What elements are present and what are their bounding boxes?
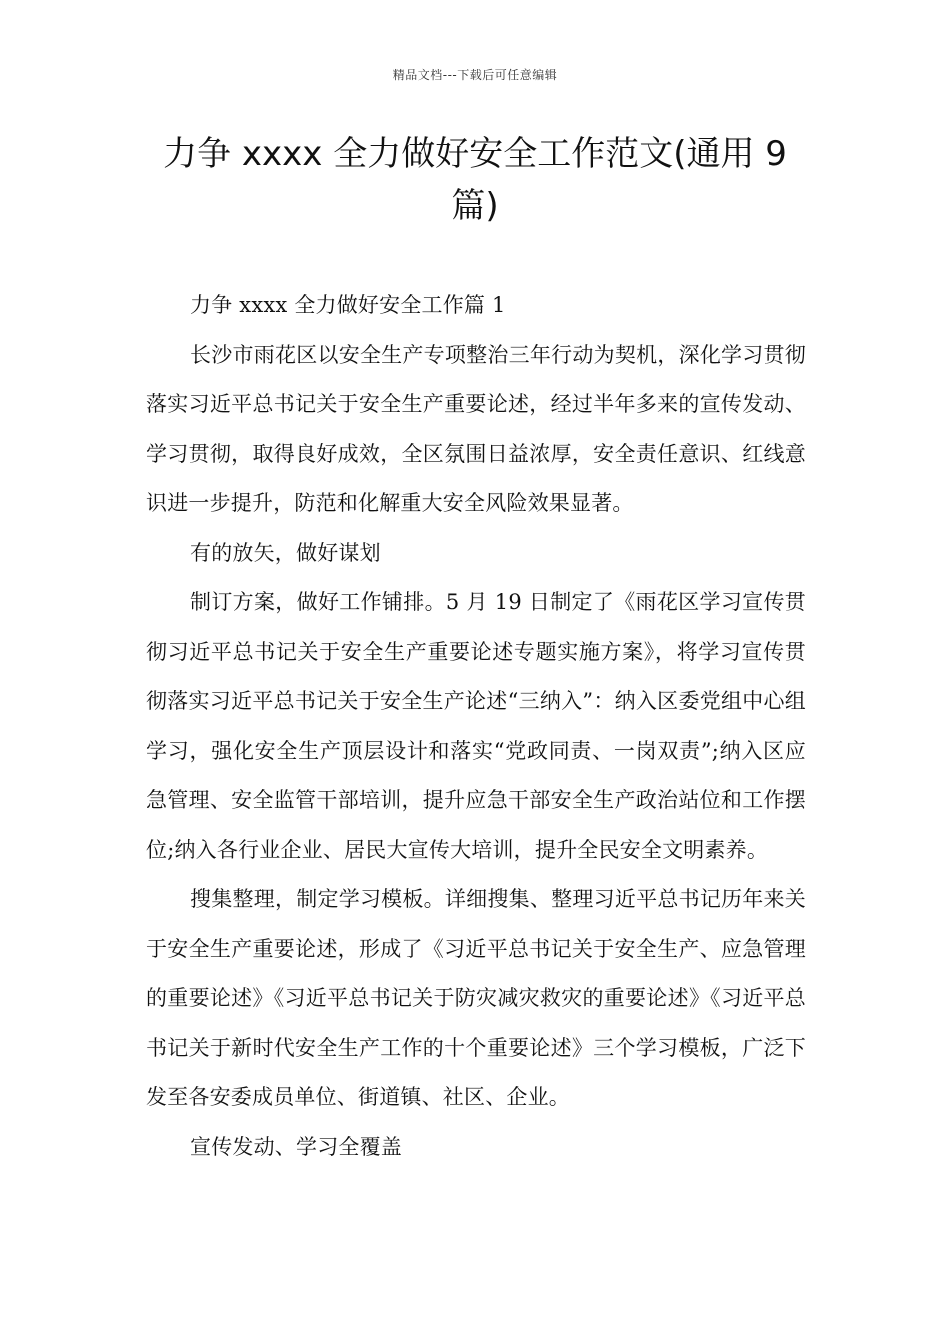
section-heading: 力争 xxxx 全力做好安全工作篇 1 [190, 293, 506, 317]
paragraph: 制订方案，做好工作铺排。5 月 19 日制定了《雨花区学习宣传贯彻习近平总书记关于安全生产重要论述专题实施方案》，将学习宣传贯彻落实习近平总书记关于安全生产论述“三纳入”：纳入区委党组中心组学习，强化安全生产顶层设计和落实“党政同责、一岗双责”;纳入区应急管理、安全监管干部培训，提升应急干部安全生产政治站位和工作摆位;纳入各行业企业、居民大宣传大培训，提升全民安全文明素养。 [146, 590, 806, 862]
subheading: 有的放矢，做好谋划 [190, 540, 381, 565]
header-note: 精品文档---下载后可任意编辑 [392, 68, 558, 82]
document-title: 力争 xxxx 全力做好安全工作范文(通用 9 篇) [163, 134, 787, 226]
paragraph: 搜集整理，制定学习模板。详细搜集、整理习近平总书记历年来关于安全生产重要论述，形成了《习近平总书记关于安全生产、应急管理的重要论述》《习近平总书记关于防灾减灾救灾的重要论述》《习近平总书记关于新时代安全生产工作的十个重要论述》三个学习模板，广泛下发至各安委成员单位、街道镇、社区、企业。 [146, 887, 806, 1109]
subheading: 宣传发动、学习全覆盖 [190, 1134, 402, 1159]
document-body [146, 281, 806, 1172]
paragraph: 长沙市雨花区以安全生产专项整治三年行动为契机，深化学习贯彻落实习近平总书记关于安全生产重要论述，经过半年多来的宣传发动、学习贯彻，取得良好成效，全区氛围日益浓厚，安全责任意识、红线意识进一步提升，防范和化解重大安全风险效果显著。 [146, 342, 806, 515]
